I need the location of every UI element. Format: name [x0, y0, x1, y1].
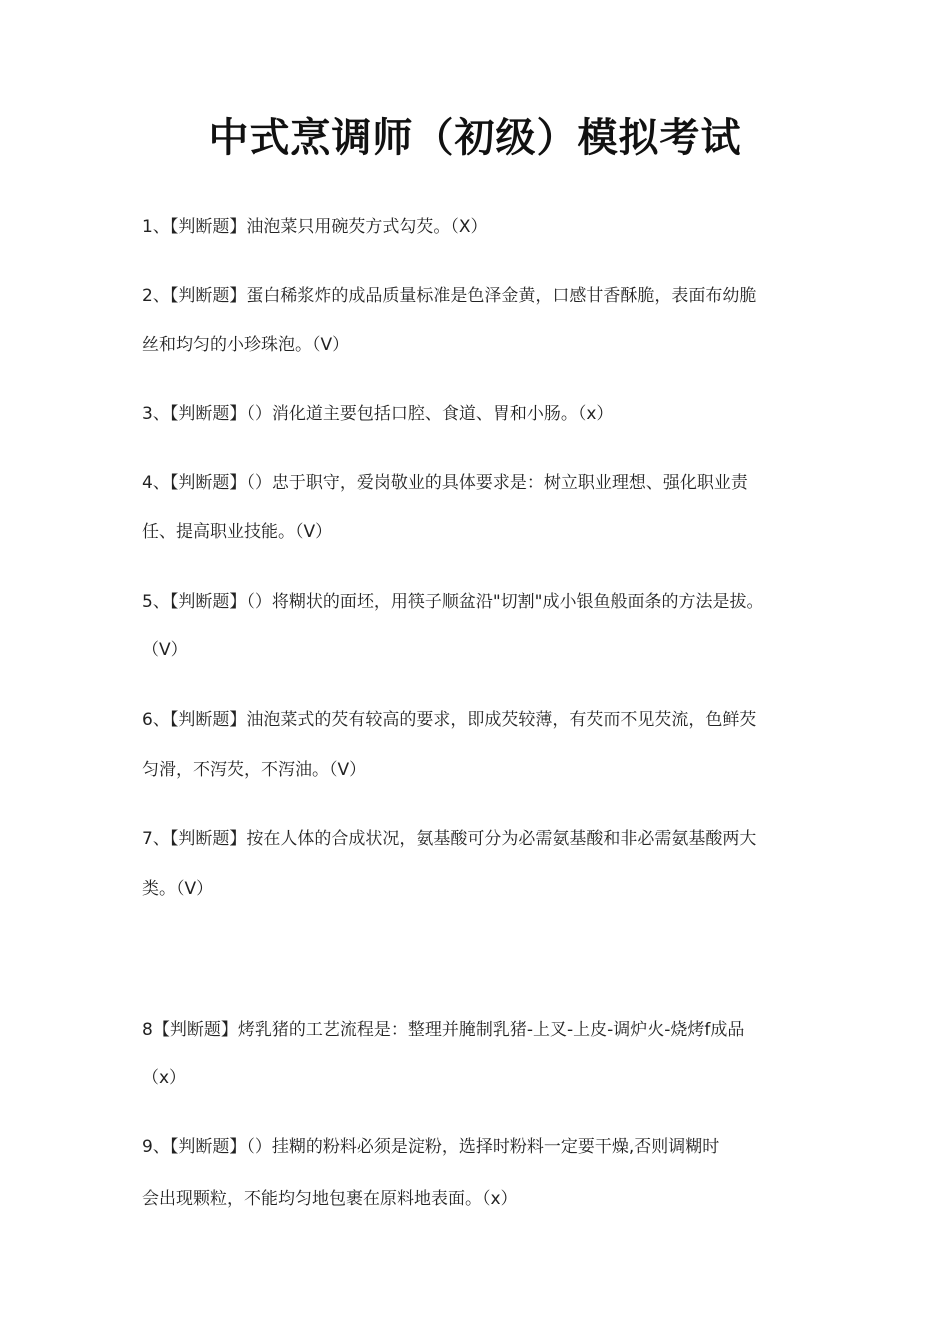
page-title: 中式烹调师（初级）模拟考试 — [208, 115, 742, 161]
question-text-line: 任、提高职业技能。（V） — [142, 522, 333, 542]
question-text-line: 会出现颗粒，不能均匀地包裹在原料地表面。（x） — [142, 1189, 518, 1209]
question-text-line: 丝和均匀的小珍珠泡。（V） — [142, 335, 350, 355]
question-text-line: 2、【判断题】蛋白稀浆炸的成品质量标准是色泽金黄，口感甘香酥脆，表面布幼脆 — [142, 286, 757, 306]
question-text-line: 5、【判断题】（）将糊状的面坯，用筷子顺盆沿"切割"成小银鱼般面条的方法是拔。 — [142, 592, 764, 612]
question-text-line: 9、【判断题】（）挂糊的粉料必须是淀粉，选择时粉料一定要干燥,否则调糊时 — [142, 1137, 720, 1157]
question-text-line: 1、【判断题】油泡菜只用碗芡方式勾芡。（X） — [142, 217, 488, 237]
question-text-line: （V） — [142, 640, 188, 660]
question-text-line: 匀滑，不泻芡，不泻油。（V） — [142, 760, 367, 780]
question-text-line: 3、【判断题】（）消化道主要包括口腔、食道、胃和小肠。（x） — [142, 404, 614, 424]
question-text-line: （x） — [142, 1068, 187, 1088]
question-text-line: 6、【判断题】油泡菜式的芡有较高的要求，即成芡较薄，有芡而不见芡流，色鲜芡 — [142, 710, 757, 730]
question-text-line: 4、【判断题】（）忠于职守，爱岗敬业的具体要求是：树立职业理想、强化职业责 — [142, 473, 748, 493]
question-text-line: 7、【判断题】按在人体的合成状况，氨基酸可分为必需氨基酸和非必需氨基酸两大 — [142, 829, 757, 849]
question-text-line: 类。（V） — [142, 879, 214, 899]
question-text-line: 8【判断题】烤乳猪的工艺流程是：整理并腌制乳猪-上叉-上皮-调炉火-烧烤f成品 — [142, 1020, 745, 1040]
